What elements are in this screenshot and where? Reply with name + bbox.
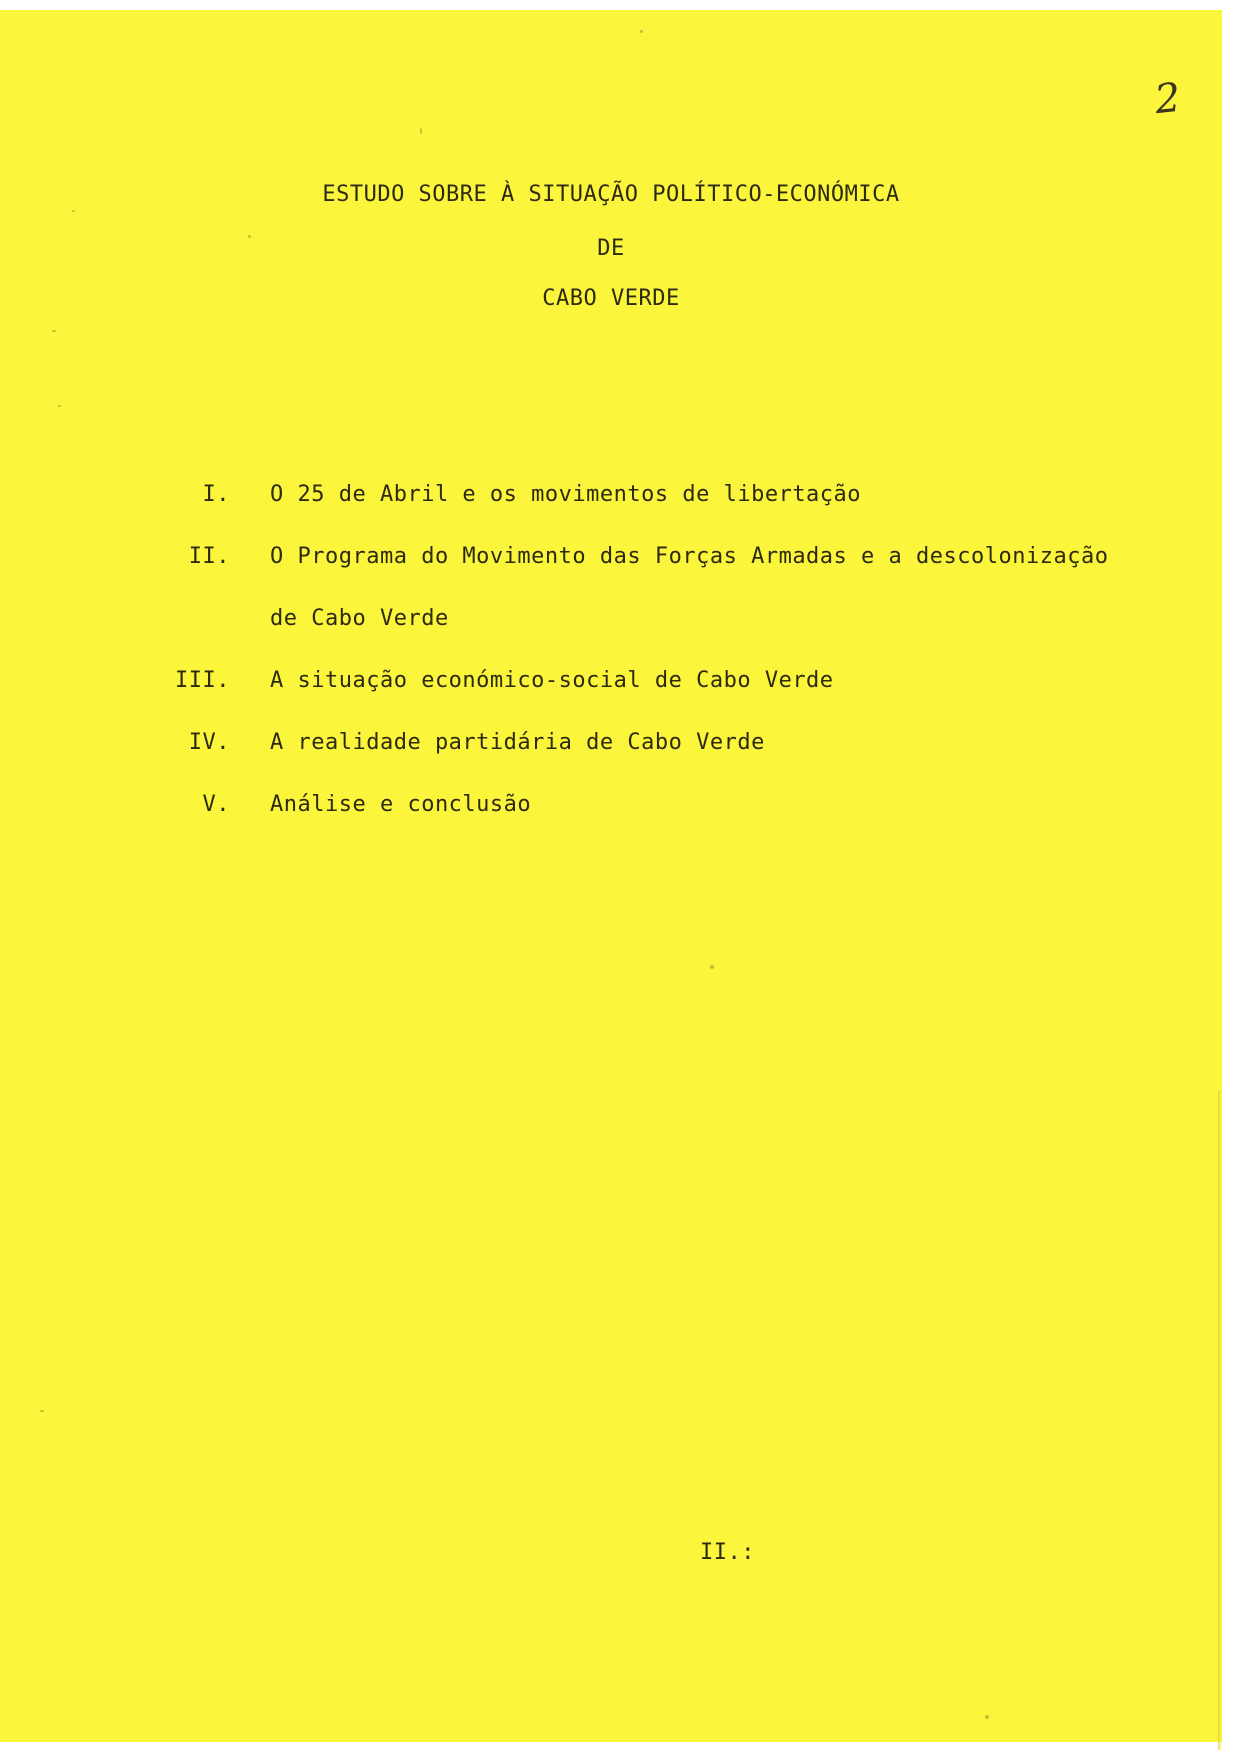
toc-number-3: III.	[175, 668, 230, 693]
continuation-marker: II.:	[700, 1540, 755, 1565]
toc-item-2: O Programa do Movimento das Forças Armadas e a descolonização	[270, 544, 1109, 569]
document-title-line-3: CABO VERDE	[542, 286, 680, 311]
paper-speck	[52, 330, 56, 332]
paper-speck	[248, 235, 251, 238]
yellow-paper-sheet	[0, 10, 1222, 1742]
toc-number-2: II.	[188, 544, 230, 569]
paper-edge-shadow	[1218, 1090, 1221, 1750]
toc-item-2-continuation: de Cabo Verde	[270, 606, 449, 631]
paper-speck	[710, 965, 714, 969]
toc-number-4: IV.	[188, 730, 230, 755]
toc-item-4: A realidade partidária de Cabo Verde	[270, 730, 765, 755]
document-title-line-1: ESTUDO SOBRE À SITUAÇÃO POLÍTICO-ECONÓMICA	[322, 182, 900, 207]
toc-item-1: O 25 de Abril e os movimentos de libertação	[270, 482, 862, 507]
toc-number-5: V.	[202, 792, 230, 817]
toc-item-3: A situação económico-social de Cabo Verde	[270, 668, 834, 693]
paper-speck	[640, 30, 643, 33]
paper-speck	[58, 405, 61, 407]
toc-number-1: I.	[202, 482, 230, 507]
paper-speck	[985, 1715, 989, 1719]
paper-speck	[40, 1410, 44, 1412]
document-title-line-2: DE	[597, 236, 625, 261]
paper-speck	[72, 210, 75, 212]
toc-item-5: Análise e conclusão	[270, 792, 532, 817]
paper-speck	[420, 128, 422, 134]
handwritten-page-number: 2	[1152, 74, 1183, 124]
